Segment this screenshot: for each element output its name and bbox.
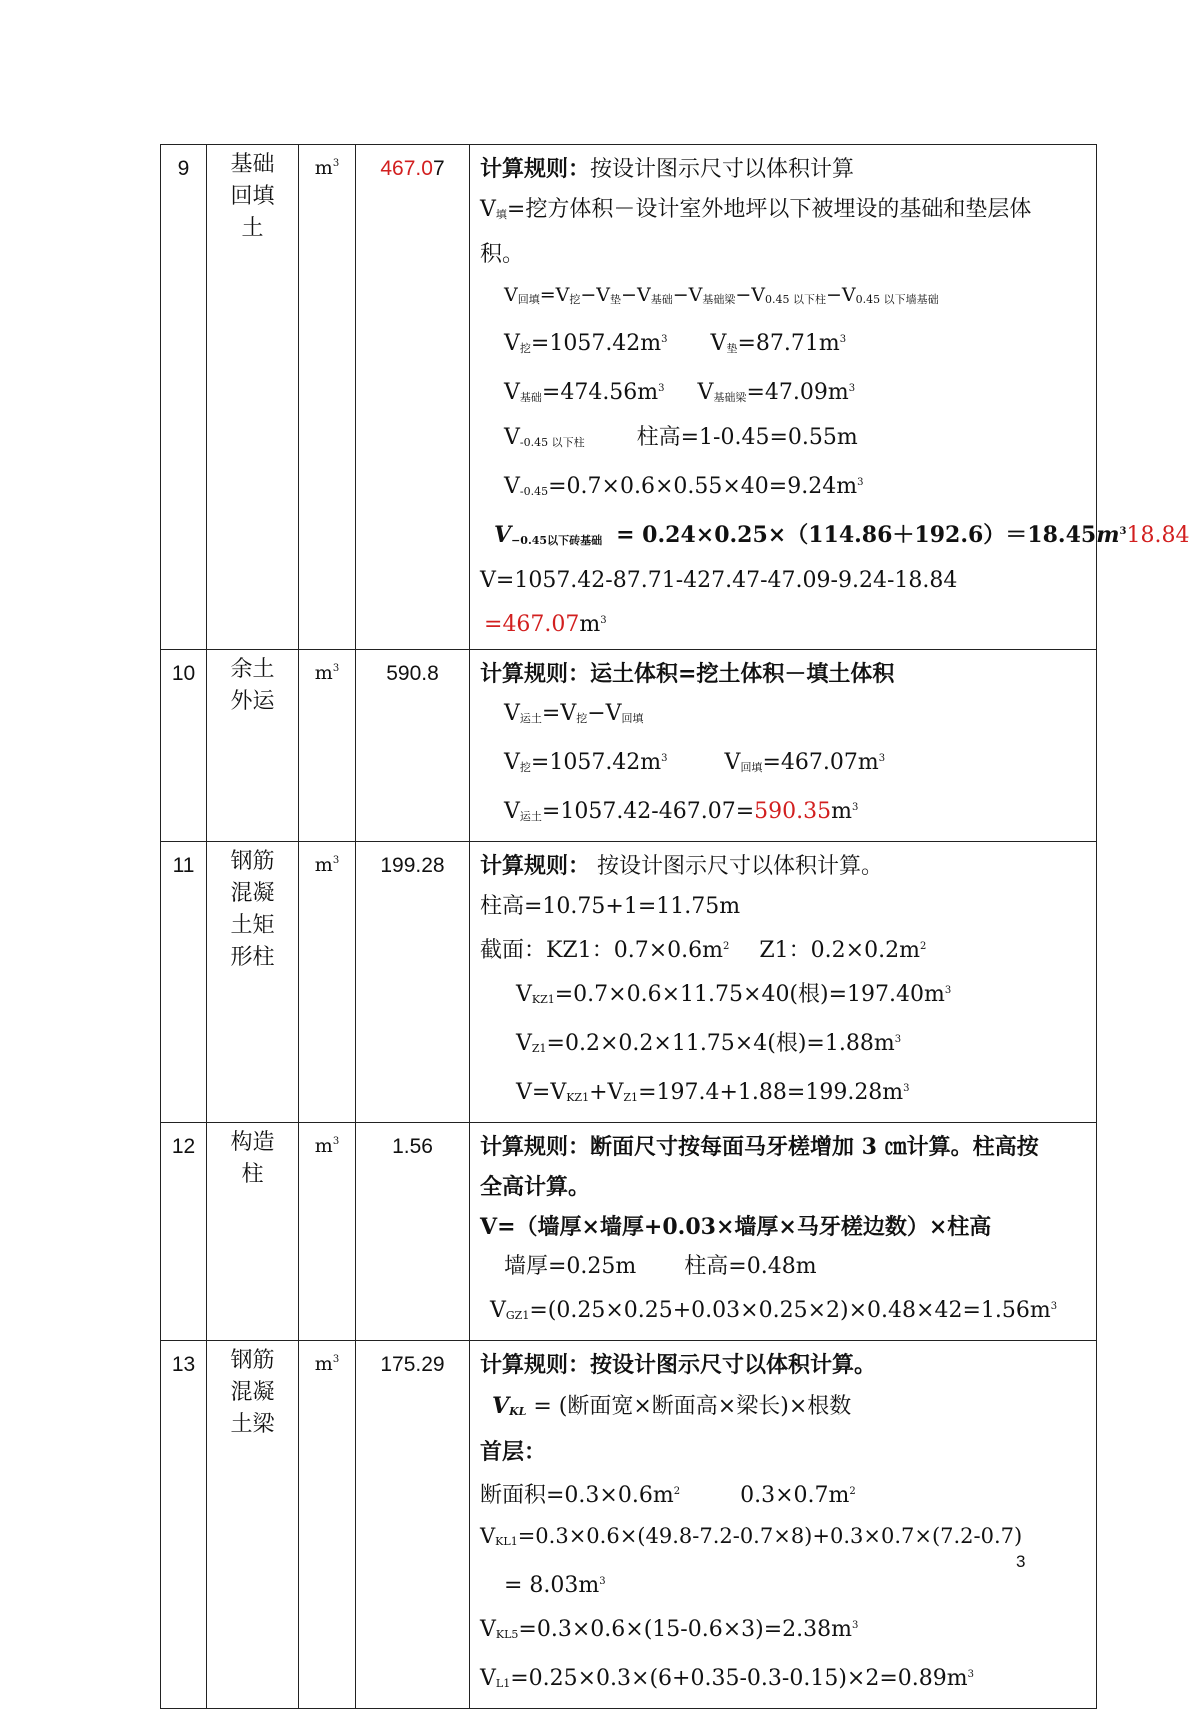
item-unit: $m^3$ [299, 1341, 356, 1709]
calculation-detail: 计算规则：按设计图示尺寸以体积计算。 $V_{KL}$ = (断面宽×断面高×梁长)×根数 首层： 断面积$=0.3\times 0.6m^2$ $0.3\times 0.7m^2$ $V_{KL1}=0.3\times 0.6\times(49.8-7.2-0.7\times 8)+0.3\times 0.7\times(7.2-0.7)$ = $8.03m^3$ $V_{KL5}=0.3\times 0.6\times(15-0.6\times 3)=2.38m^3$ $V_{L1}=0.25\times 0.3\times(6+0.35-0.3-0.15)\times 2=0.89m^3$ [470, 1341, 1097, 1709]
item-unit: $m^3$ [299, 842, 356, 1123]
calculation-detail: 计算规则：断面尺寸按每面马牙槎增加 3 ㎝计算。柱高按 全高计算。 V=（墙厚×墙厚+0.03×墙厚×马牙槎边数）×柱高 墙厚=0.25m 柱高=0.48m $V_{GZ1}=(0.25\times 0.25+0.03\times 0.25\times 2)\times 0.48\times 42=1.56m^3$ [470, 1123, 1097, 1341]
item-name: 钢筋 混凝 土矩 形柱 [207, 842, 299, 1123]
item-name: 基础 回填 土 [207, 145, 299, 650]
item-quantity: 175.29 [356, 1341, 470, 1709]
item-quantity: 199.28 [356, 842, 470, 1123]
table-row [161, 650, 1097, 842]
row-number: 9 [161, 145, 207, 650]
item-unit: $m^3$ [299, 1123, 356, 1341]
item-name: 构造 柱 [207, 1123, 299, 1341]
item-name: 钢筋 混凝 土梁 [207, 1341, 299, 1709]
item-quantity: 590.8 [356, 650, 470, 842]
calculation-detail: 计算规则： 按设计图示尺寸以体积计算。 柱高=10.75+1=11.75m 截面：KZ1：$0.7\times 0.6m^2$ Z1：$0.2\times 0.2m^2$ $V_{KZ1}=0.7\times 0.6\times 11.75\times 40$(根)$=197.40m^3$ $V_{Z1}=0.2\times 0.2\times 11.75\times 4$(根)$=1.88m^3$ $V=V_{KZ1}+V_{Z1}=197.4+1.88=199.28m^3$ [470, 842, 1097, 1123]
page-number: 3 [1016, 1552, 1026, 1571]
row-number: 11 [161, 842, 207, 1123]
row-number: 13 [161, 1341, 207, 1709]
item-unit: $m^3$ [299, 650, 356, 842]
item-unit: $m^3$ [299, 145, 356, 650]
table-row [161, 1123, 1097, 1341]
table-row [161, 1341, 1097, 1709]
item-quantity: 1.56 [356, 1123, 470, 1341]
table-row [161, 145, 1097, 650]
table-row [161, 842, 1097, 1123]
calculation-table [160, 144, 1190, 1709]
item-name: 余土 外运 [207, 650, 299, 842]
calculation-detail: 计算规则：运土体积=挖土体积－填土体积 $V_{运土}=V_挖-V_{回填}$ $V_挖=1057.42m^3$ $V_{回填}=467.07m^3$ $V_{运土}=1057.42-467.07=590.35m^3$ [470, 650, 1097, 842]
item-quantity: 467.07 [356, 145, 470, 650]
calculation-detail: 计算规则：按设计图示尺寸以体积计算 $V_填=$挖方体积－设计室外地坪以下被埋设的基础和垫层体 积。 $V_{回填}=V_挖-V_垫-V_{基础}-V_{基础梁}-V_{0.45 以下柱}-V_{0.45 以下墙基础}$ $V_挖=1057.42m^3$ $V_垫=87.71m^3$ $V_{基础}=474.56m^3$ $V_{基础梁}=47.09m^3$ $V_{-0.45 以下柱}$ 柱高=1-0.45=0.55m $V_{-0.45}=0.7\times 0.6\times 0.55\times 40=9.24m^3$ $V_{-0.45以下砖基础} = 0.24\times 0.25\times(114.86+192.6)=18.45m^318.84$ V=1057.42-87.71-427.47-47.09-9.24-18.84 $=467.07m^3$ [470, 145, 1097, 650]
row-number: 12 [161, 1123, 207, 1341]
row-number: 10 [161, 650, 207, 842]
